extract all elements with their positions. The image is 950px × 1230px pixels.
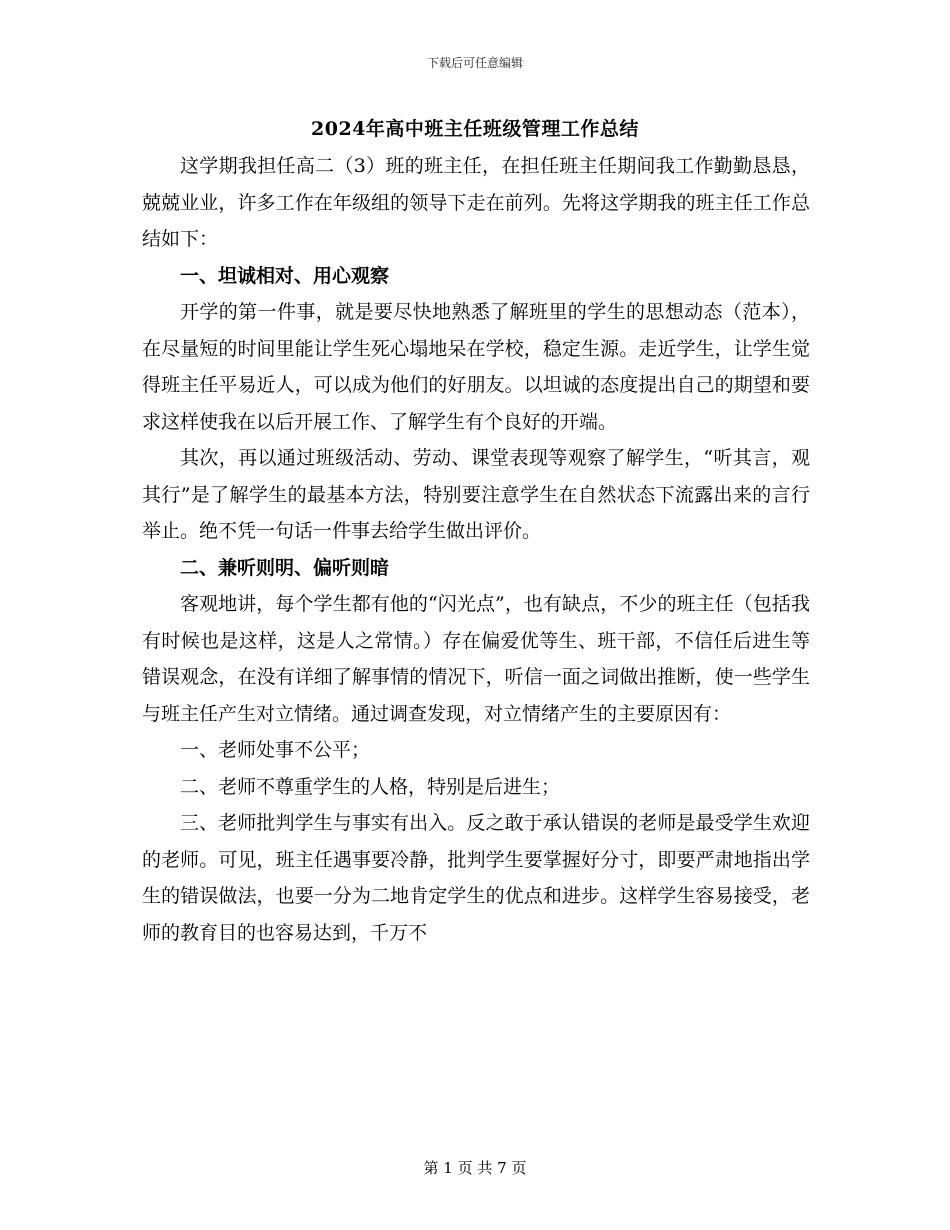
intro-paragraph: 这学期我担任高二（3）班的班主任，在担任班主任期间我工作勤勤恳恳，兢兢业业，许多工作在年级组的领导下走在前列。先将这学期我的班主任工作总结如下： (142, 155, 810, 250)
page-footer: 第 1 页 共 7 页 (423, 1159, 527, 1177)
list-item: 二、老师不尊重学生的人格，特别是后进生； (180, 775, 561, 798)
document-title: 2024年高中班主任班级管理工作总结 (311, 118, 639, 140)
section-heading-2: 二、兼听则明、偏听则暗 (180, 556, 390, 579)
list-item: 三、老师批判学生与事实有出入。反之敢于承认错误的老师是最受学生欢迎的老师。可见，班主任遇事要冷静，批判学生要掌握好分寸，即要严肃地指出学生的错误做法，也要一分为二地肯定学生的优点和进步。这样学生容易接受，老师的教育目的也容易达到，千万不 (142, 812, 810, 944)
section-heading-1: 一、坦诚相对、用心观察 (180, 264, 390, 287)
body-paragraph: 其次，再以通过班级活动、劳动、课堂表现等观察了解学生，“听其言，观其行”是了解学生的最基本方法，特别要注意学生在自然状态下流露出来的言行举止。绝不凭一句话一件事去给学生做出评价。 (142, 447, 810, 542)
body-paragraph: 客观地讲，每个学生都有他的“闪光点”，也有缺点，不少的班主任（包括我有时候也是这样，这是人之常情。）存在偏爱优等生、班干部，不信任后进生等错误观念，在没有详细了解事情的情况下，听信一面之词做出推断，使一些学生与班主任产生对立情绪。通过调查发现，对立情绪产生的主要原因有： (142, 593, 810, 725)
document-body (142, 148, 810, 951)
body-paragraph: 开学的第一件事，就是要尽快地熟悉了解班里的学生的思想动态（范本），在尽量短的时间里能让学生死心塌地呆在学校，稳定生源。走近学生，让学生觉得班主任平易近人，可以成为他们的好朋友。以坦诚的态度提出自己的期望和要求这样使我在以后开展工作、了解学生有个良好的开端。 (142, 301, 810, 433)
list-item: 一、老师处事不公平； (180, 739, 371, 761)
header-note: 下载后可任意编辑 (426, 56, 523, 70)
